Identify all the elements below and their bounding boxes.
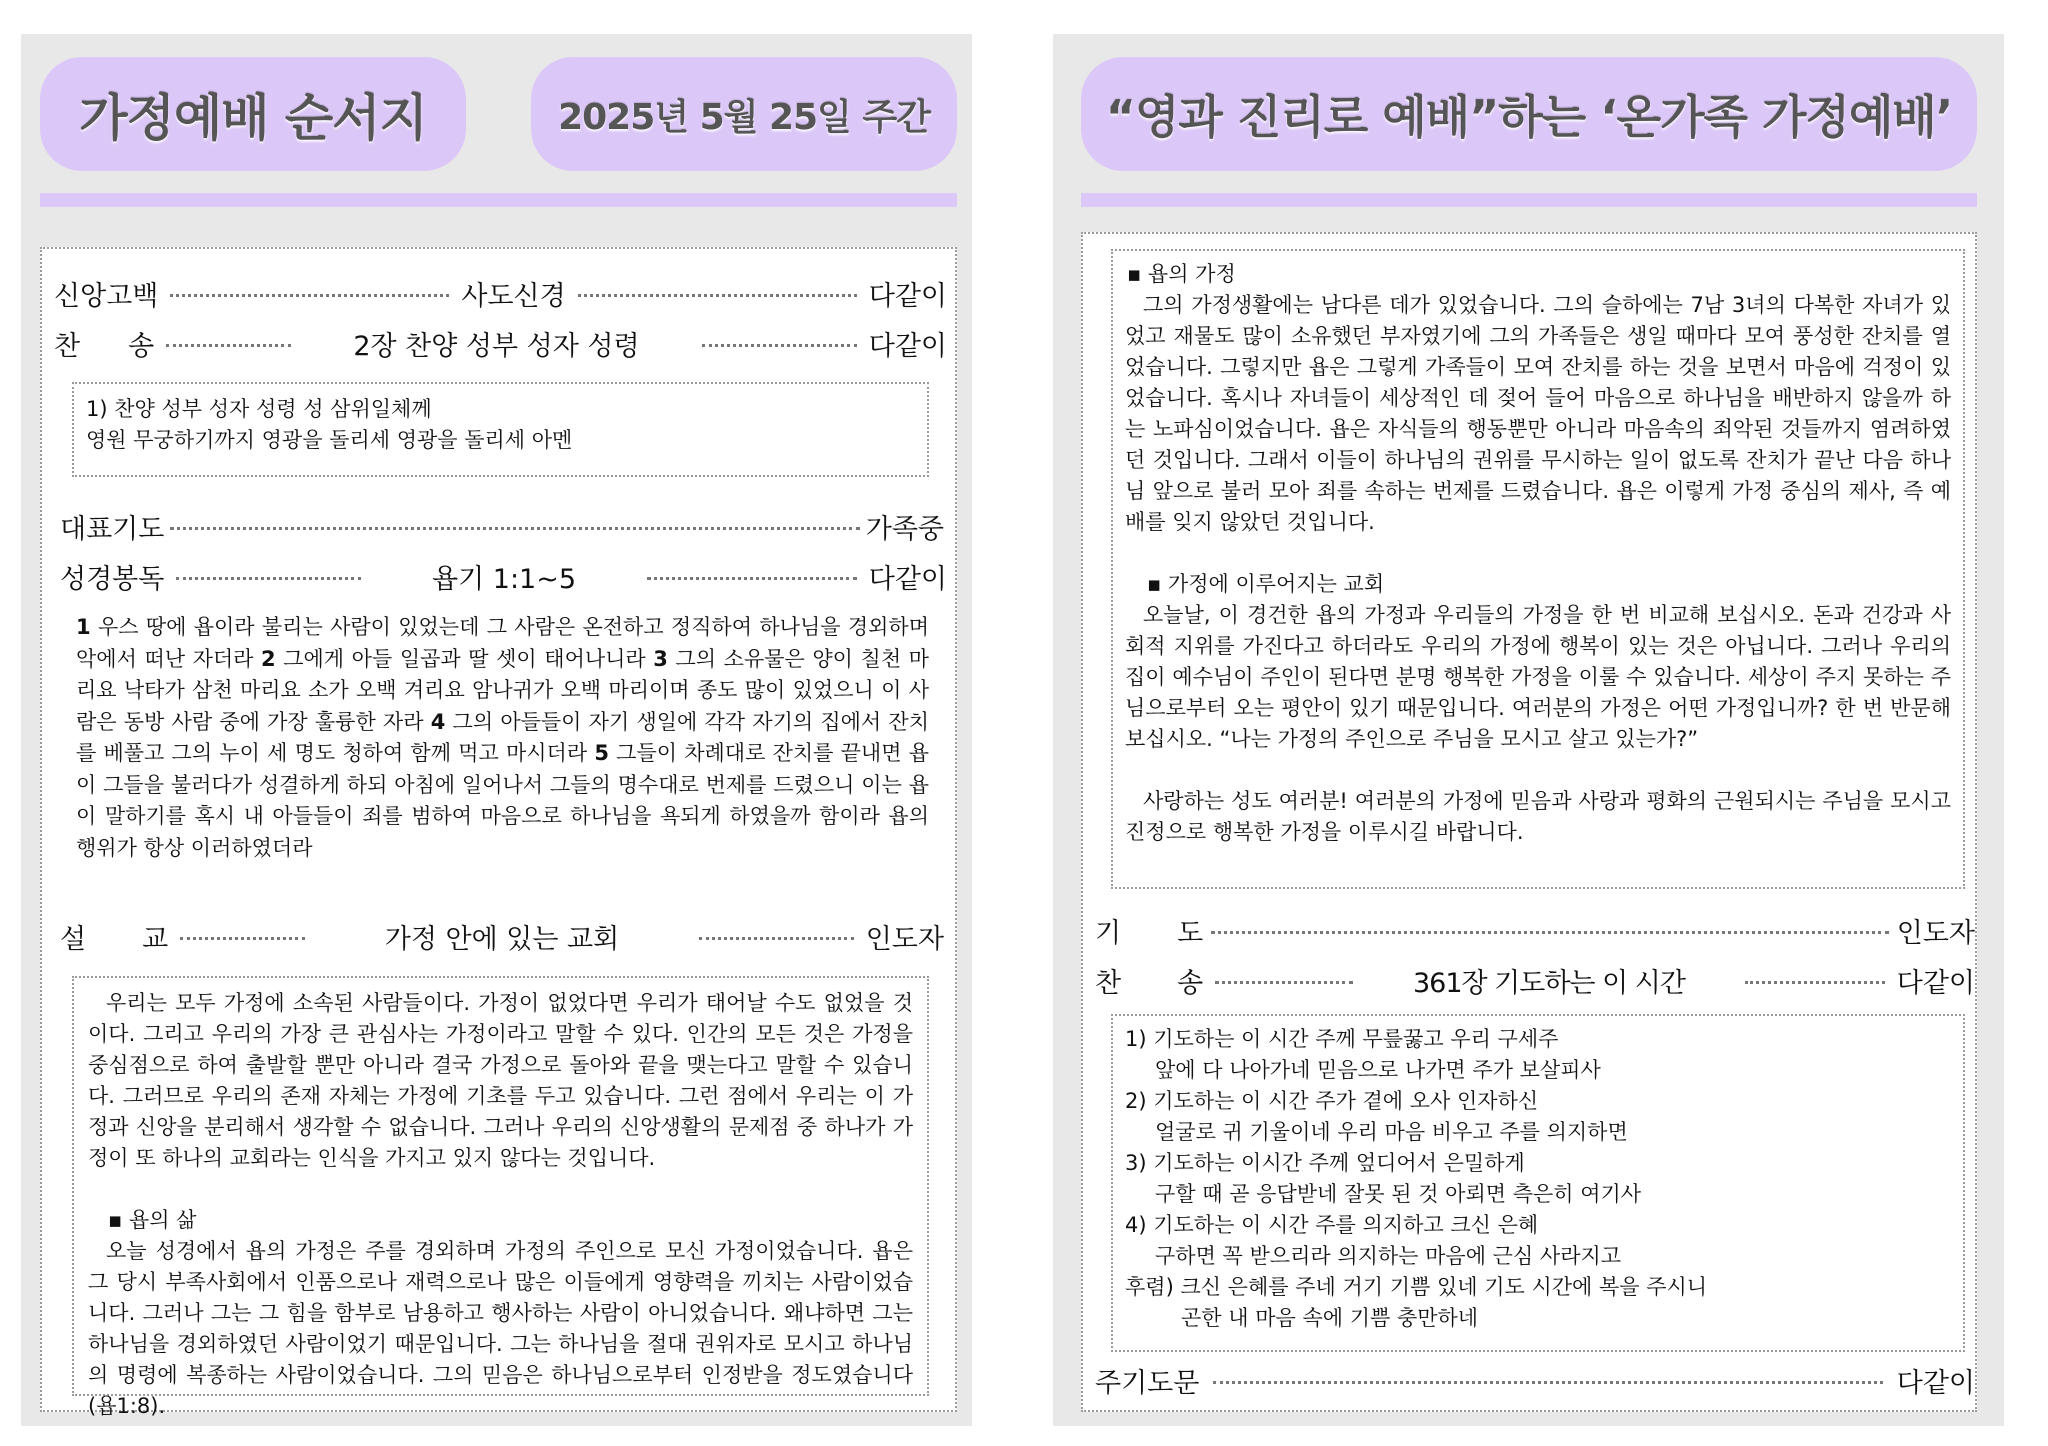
leader-dots <box>1211 931 1889 934</box>
order-row-hymn <box>54 323 947 363</box>
section-text-home-church: 오늘날, 이 경건한 욥의 가정과 우리들의 가정을 한 번 비교해 보십시오. 돈과 건강과 사회적 지위를 가진다고 하더라도 우리의 가정에 행복이 있는 것은 아닙니다. 그러나 우리의 집이 예수님이 주인이 된다면 분명 행복한 가정을 이룰 수 있습니다. 세상이 주지 못하는 주님으로부터 오는 평안이 있기 때문입니다. 여러분의 가정은 어떤 가정입니까? 한 번 반문해 보십시오. “나는 가정의 주인으로 주님을 모시고 살고 있는가?” <box>1125 603 1951 751</box>
section-text-job-family: 그의 가정생활에는 남다른 데가 있었습니다. 그의 슬하에는 7남 3녀의 다복한 자녀가 있었고 재물도 많이 소유했던 부자였기에 그의 가족들은 생일 때마다 모여 풍성한 잔치를 열었습니다. 그렇지만 욥은 그렇게 가족들이 모여 잔치를 하는 것을 보면서 마음에 걱정이 있었습니다. 혹시나 자녀들이 세상적인 데 젖어 들어 마음으로 하나님을 배반하지 않을까 하는 노파심이었습니다. 욥은 자식들의 행동뿐만 아니라 마음속의 죄악된 것들까지 염려하였던 것입니다. 그래서 이들이 하나님의 권위를 무시하는 일이 없도록 잔치가 끝난 다음 하나님 앞으로 불러 모아 죄를 속하는 번제를 드렸습니다. 욥은 이렇게 가정 중심의 제사, 즉 예배를 잊지 않았던 것입니다. <box>1125 293 1951 534</box>
page-title: “영과 진리로 예배”하는 ‘온가족 가정예배’ <box>1105 90 1953 144</box>
order-panel <box>1081 232 1977 1412</box>
hymn-lyric-line: 구할 때 곧 응답받네 잘못 된 것 아뢰면 측은히 여기사 <box>1155 1182 1642 1206</box>
creed-who: 다같이 <box>868 280 947 312</box>
leader-dots <box>170 527 859 530</box>
section-title-job-life: ▪ 욥의 삶 <box>108 1208 197 1232</box>
hymn-lyric-line: 얼굴로 귀 기울이네 우리 마음 비우고 주를 의지하면 <box>1155 1120 1628 1144</box>
reading-label: 성경봉독 <box>60 563 165 595</box>
order-row-hymn <box>1095 960 1975 1000</box>
section-text-job-life: 오늘 성경에서 욥의 가정은 주를 경외하며 가정의 주인으로 모신 가정이었습니다. 욥은 그 당시 부족사회에서 인품으로나 재력으로나 많은 이들에게 영향력을 끼치는 사람이었습니다. 그러나 그는 그 힘을 함부로 남용하고 행사하는 사람이 아니었습니다. 왜냐하면 그는 하나님을 경외하였던 사람이었기 때문입니다. 그는 하나님을 절대 권위자로 모시고 하나님의 명령에 복종하는 사람이었습니다. 그의 믿음은 하나님으로부터 인정받을 정도였습니다(욥1:8). <box>88 1239 913 1418</box>
creed-item: 사도신경 <box>461 280 566 312</box>
verse-text: 그의 소유물은 양이 칠천 마리요 낙타가 삼천 마리요 소가 오백 겨리요 암나귀가 오백 마리이며 종도 많이 있었으니 이 사람은 동방 사람 중에 가장 훌륭한 자라 <box>76 646 929 734</box>
order-row-prayer <box>60 506 944 546</box>
verse-number: 2 <box>261 646 276 671</box>
hymn-lyric-line: 1) 기도하는 이 시간 주께 무릎꿇고 우리 구세주 <box>1125 1027 1559 1051</box>
verse-number: 3 <box>653 646 668 671</box>
leader-dots <box>1213 1381 1882 1384</box>
hymn-lyric-line: 2) 기도하는 이 시간 주가 곁에 오사 인자하신 <box>1125 1089 1539 1113</box>
prayer-label-b: 도 <box>1177 917 1204 949</box>
leader-dots <box>647 577 857 580</box>
order-row-lords-prayer <box>1095 1360 1975 1400</box>
prayer-label-a: 기 <box>1095 917 1122 949</box>
lords-prayer-label: 주기도문 <box>1095 1367 1200 1399</box>
hymn-item: 2장 찬양 성부 성자 성령 <box>353 330 640 362</box>
leader-dots <box>699 937 854 940</box>
order-row-reading <box>60 556 947 596</box>
verse-text: 우스 땅에 욥이라 불리는 사람이 있었는데 그 사람은 온전하고 정직하여 하나님을 경외하며 악에서 떠난 자더라 <box>76 615 929 671</box>
title-pill <box>40 57 466 171</box>
sermon-continued-box <box>1111 249 1965 889</box>
verse-text: 그의 아들들이 자기 생일에 각각 자기의 집에서 잔치를 베풀고 그의 누이 세 명도 청하여 함께 먹고 마시더라 <box>76 709 929 765</box>
hymn-lyric-line: 곤한 내 마음 속에 기쁨 충만하네 <box>1181 1306 1479 1330</box>
order-row-prayer <box>1095 910 1975 950</box>
leader-dots <box>170 294 449 297</box>
prayer-who: 가족중 <box>865 513 944 545</box>
hymn-lyrics-box <box>1111 1014 1965 1352</box>
leader-dots <box>702 344 857 347</box>
hymn-label-b: 송 <box>128 330 155 362</box>
sermon-box <box>72 976 929 1418</box>
title-pill <box>1081 57 1977 171</box>
reading-who: 다같이 <box>868 563 947 595</box>
verse-number: 5 <box>594 741 609 765</box>
sermon-label-a: 설 <box>60 923 87 955</box>
hymn-lyric-line: 1) 찬양 성부 성자 성령 성 삼위일체께 <box>86 397 432 421</box>
closing-text: 사랑하는 성도 여러분! 여러분의 가정에 믿음과 사랑과 평화의 근원되시는 주님을 모시고 진정으로 행복한 가정을 이루시길 바랍니다. <box>1125 789 1951 844</box>
hymn-label-a: 찬 <box>1095 967 1122 999</box>
sermon-label-b: 교 <box>142 923 169 955</box>
hymn-lyric-line: 4) 기도하는 이 시간 주를 의지하고 크신 은혜 <box>1125 1213 1539 1237</box>
leader-dots <box>166 344 291 347</box>
sermon-who: 인도자 <box>865 923 944 955</box>
hymn-lyric-line: 구하면 꼭 받으리라 의지하는 마음에 근심 사라지고 <box>1155 1244 1622 1268</box>
hymn-who: 다같이 <box>1896 967 1975 999</box>
date-pill <box>531 57 957 171</box>
section-title-job-family: ▪ 욥의 가정 <box>1127 262 1236 286</box>
hymn-lyrics-box <box>72 382 929 477</box>
scripture-passage <box>76 612 929 864</box>
order-row-creed <box>54 273 947 313</box>
left-page <box>21 34 972 1426</box>
sermon-intro: 우리는 모두 가정에 소속된 사람들이다. 가정이 없었다면 우리가 태어날 수도 없었을 것이다. 그리고 우리의 가장 큰 관심사는 가정이라고 말할 수 있다. 인간의 모든 것은 가정을 중심점으로 하여 출발할 뿐만 아니라 결국 가정으로 돌아와 끝을 맺는다고 말할 수 있습니다. 그러므로 우리의 존재 자체는 가정에 기초를 두고 있습니다. 그런 점에서 우리는 이 가정과 신앙을 분리해서 생각할 수 없습니다. 그러나 우리의 신앙생활의 문제점 중 하나가 가정이 또 하나의 교회라는 인식을 가지고 있지 않다는 것입니다. <box>88 991 913 1170</box>
creed-label: 신앙고백 <box>54 280 159 312</box>
hymn-who: 다같이 <box>868 330 947 362</box>
verse-text: 그에게 아들 일곱과 딸 셋이 태어나니라 <box>275 646 654 671</box>
page-title: 가정예배 순서지 <box>79 89 427 147</box>
hymn-label-a: 찬 <box>54 330 81 362</box>
prayer-who: 인도자 <box>1896 917 1975 949</box>
verse-number: 4 <box>430 709 446 734</box>
header-divider <box>1081 193 1977 207</box>
lords-prayer-who: 다같이 <box>1896 1367 1975 1399</box>
right-page <box>1053 34 2004 1426</box>
sermon-item: 가정 안에 있는 교회 <box>384 923 620 955</box>
leader-dots <box>176 577 361 580</box>
leader-dots <box>180 937 305 940</box>
prayer-label: 대표기도 <box>60 513 165 545</box>
date-label: 2025년 5월 25일 주간 <box>558 96 930 138</box>
leader-dots <box>1745 981 1885 984</box>
verse-number: 1 <box>76 615 91 639</box>
hymn-lyric-line: 3) 기도하는 이시간 주께 엎디어서 은밀하게 <box>1125 1151 1525 1175</box>
order-panel <box>40 247 957 1418</box>
header-divider <box>40 193 957 207</box>
hymn-label-b: 송 <box>1177 967 1204 999</box>
reading-item: 욥기 1:1~5 <box>432 563 577 595</box>
leader-dots <box>1215 981 1353 984</box>
leader-dots <box>578 294 857 297</box>
hymn-lyric-line: 앞에 다 나아가네 믿음으로 나가면 주가 보살피사 <box>1155 1058 1601 1082</box>
section-title-home-church: ▪ 가정에 이루어지는 교회 <box>1147 572 1385 596</box>
hymn-lyric-line: 영원 무궁하기까지 영광을 돌리세 영광을 돌리세 아멘 <box>86 428 573 452</box>
verse-text: 그들이 차례대로 잔치를 끝내면 욥이 그들을 불러다가 성결하게 하되 아침에 일어나서 그들의 명수대로 번제를 드렸으니 이는 욥이 말하기를 혹시 내 아들들이 죄를 범하여 마음으로 하나님을 욕되게 하였을까 함이라 욥의 행위가 항상 이러하였더라 <box>76 741 929 860</box>
hymn-item: 361장 기도하는 이 시간 <box>1412 967 1685 999</box>
hymn-lyric-line: 후렴) 크신 은혜를 주네 거기 기쁨 있네 기도 시간에 복을 주시니 <box>1125 1275 1708 1299</box>
order-row-sermon <box>60 916 944 956</box>
